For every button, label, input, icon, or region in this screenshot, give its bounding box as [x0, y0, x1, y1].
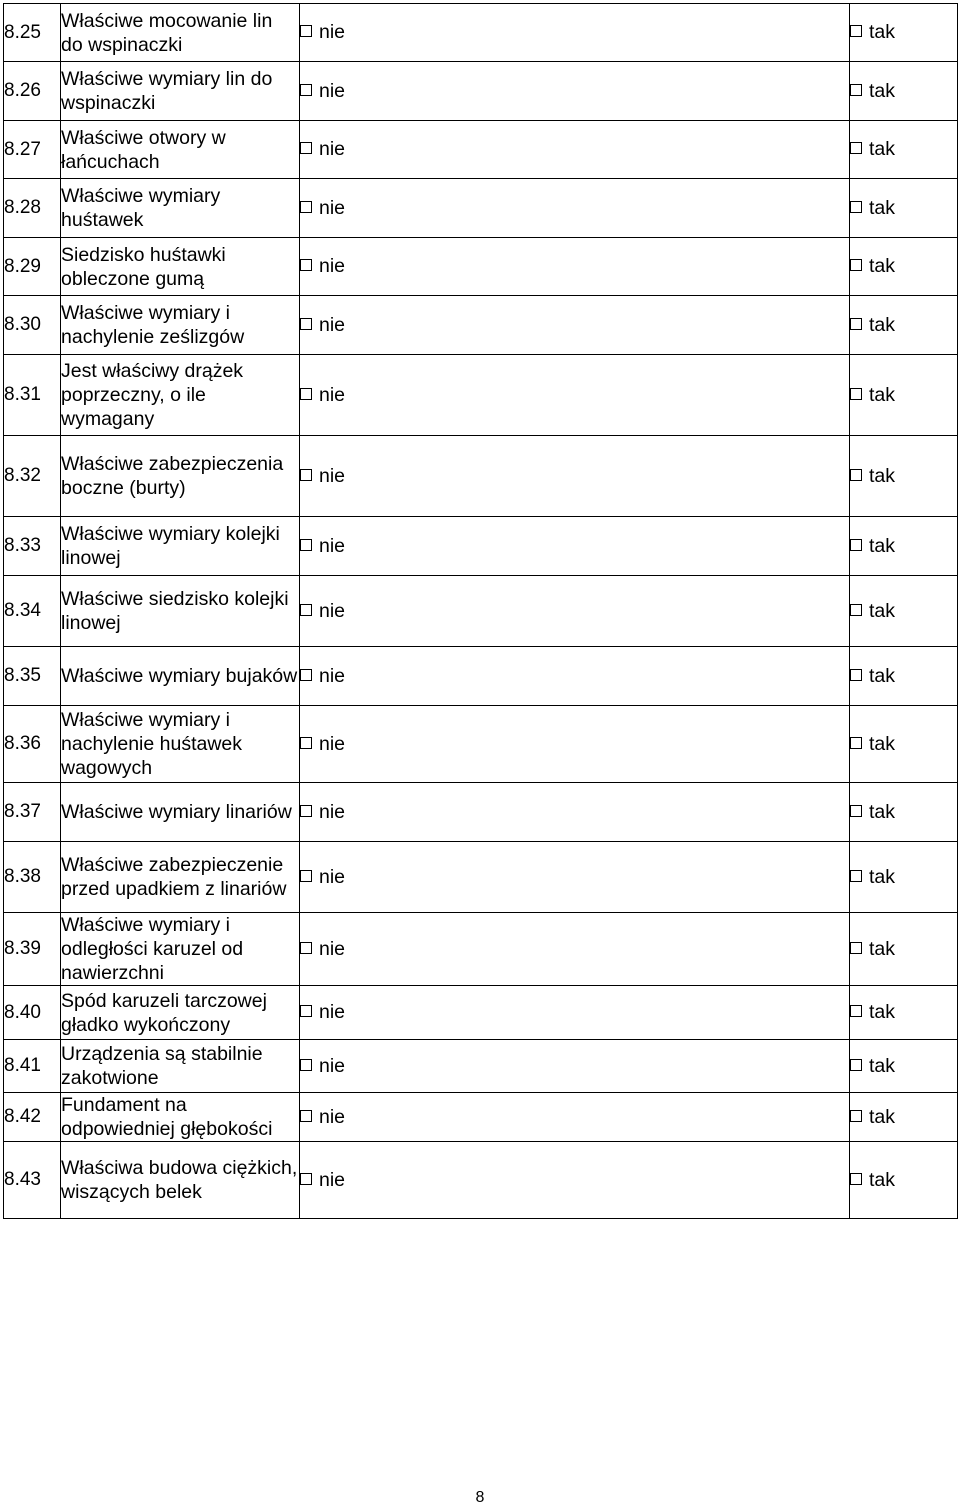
item-description: Właściwe siedzisko kolejki linowej — [61, 576, 300, 647]
option-no-label: nie — [319, 599, 346, 622]
checklist-row — [4, 355, 958, 436]
option-yes-checkbox[interactable] — [850, 469, 862, 481]
checklist-row — [4, 1040, 958, 1093]
option-yes-cell — [850, 647, 958, 706]
option-yes-cell — [850, 783, 958, 842]
item-description: Właściwa budowa ciężkich, wiszących belek — [61, 1142, 300, 1219]
option-yes-checkbox[interactable] — [850, 805, 862, 817]
option-no-cell — [300, 179, 850, 238]
option-yes-cell — [850, 576, 958, 647]
checklist-row — [4, 238, 958, 296]
option-yes-checkbox[interactable] — [850, 1059, 862, 1071]
option-yes-cell — [850, 355, 958, 436]
option-no-label: nie — [319, 21, 346, 43]
option-no-cell — [300, 296, 850, 355]
checklist-row — [4, 1142, 958, 1219]
option-no-checkbox[interactable] — [300, 142, 312, 154]
item-description: Właściwe zabezpieczenie przed upadkiem z linariów — [61, 842, 300, 913]
option-no-checkbox[interactable] — [300, 25, 312, 37]
option-no-cell — [300, 783, 850, 842]
checklist-table — [3, 3, 958, 1219]
option-no-cell — [300, 913, 850, 986]
option-no-checkbox[interactable] — [300, 318, 312, 330]
option-yes-label: tak — [869, 800, 896, 823]
option-no-checkbox[interactable] — [300, 669, 312, 681]
option-no-label: nie — [319, 383, 346, 406]
option-no-cell — [300, 4, 850, 62]
option-no-label: nie — [319, 255, 346, 277]
option-no-cell — [300, 1142, 850, 1219]
option-no-label: nie — [319, 196, 346, 219]
option-no-cell — [300, 121, 850, 179]
option-no-cell — [300, 706, 850, 783]
item-number: 8.35 — [4, 647, 61, 706]
option-yes-checkbox[interactable] — [850, 870, 862, 882]
checklist-row — [4, 913, 958, 986]
option-yes-checkbox[interactable] — [850, 737, 862, 749]
item-number: 8.39 — [4, 913, 61, 986]
option-no-cell — [300, 1093, 850, 1142]
option-yes-cell — [850, 1040, 958, 1093]
option-yes-cell — [850, 1093, 958, 1142]
option-yes-cell — [850, 436, 958, 517]
option-no-label: nie — [319, 1105, 346, 1128]
item-description: Właściwe wymiary lin do wspinaczki — [61, 62, 300, 121]
option-no-label: nie — [319, 664, 346, 687]
option-yes-cell — [850, 913, 958, 986]
option-yes-checkbox[interactable] — [850, 1173, 862, 1185]
checklist-row — [4, 436, 958, 517]
option-yes-checkbox[interactable] — [850, 142, 862, 154]
option-no-label: nie — [319, 138, 346, 160]
item-description: Właściwe otwory w łańcuchach — [61, 121, 300, 179]
page-number: 8 — [475, 1489, 485, 1506]
option-no-label: nie — [319, 800, 346, 823]
item-number: 8.28 — [4, 179, 61, 238]
item-number: 8.41 — [4, 1040, 61, 1093]
option-yes-cell — [850, 121, 958, 179]
option-yes-label: tak — [869, 937, 896, 960]
item-description: Właściwe wymiary kolejki linowej — [61, 517, 300, 576]
checklist-row — [4, 296, 958, 355]
option-no-cell — [300, 62, 850, 121]
option-yes-label: tak — [869, 464, 896, 487]
option-no-checkbox[interactable] — [300, 737, 312, 749]
option-no-cell — [300, 238, 850, 296]
option-yes-label: tak — [869, 21, 896, 43]
option-yes-cell — [850, 842, 958, 913]
option-no-checkbox[interactable] — [300, 1110, 312, 1122]
option-no-label: nie — [319, 937, 346, 960]
option-yes-checkbox[interactable] — [850, 318, 862, 330]
option-yes-label: tak — [869, 255, 896, 277]
option-yes-cell — [850, 706, 958, 783]
checklist-row — [4, 517, 958, 576]
option-yes-checkbox[interactable] — [850, 201, 862, 213]
option-no-checkbox[interactable] — [300, 259, 312, 271]
item-number: 8.30 — [4, 296, 61, 355]
item-description: Właściwe wymiary i odległości karuzel od nawierzchni — [61, 913, 300, 986]
option-yes-checkbox[interactable] — [850, 669, 862, 681]
option-no-checkbox[interactable] — [300, 469, 312, 481]
option-yes-checkbox[interactable] — [850, 259, 862, 271]
option-yes-label: tak — [869, 534, 896, 557]
item-number: 8.26 — [4, 62, 61, 121]
option-yes-label: tak — [869, 664, 896, 687]
option-no-checkbox[interactable] — [300, 201, 312, 213]
checklist-row — [4, 62, 958, 121]
option-no-label: nie — [319, 1054, 346, 1077]
option-no-cell — [300, 842, 850, 913]
item-description: Urządzenia są stabilnie zakotwione — [61, 1040, 300, 1093]
item-number: 8.34 — [4, 576, 61, 647]
option-no-cell — [300, 517, 850, 576]
item-description: Spód karuzeli tarczowej gładko wykończony — [61, 986, 300, 1040]
option-no-cell — [300, 355, 850, 436]
option-yes-label: tak — [869, 1105, 896, 1128]
checklist-row — [4, 4, 958, 62]
option-no-label: nie — [319, 534, 346, 557]
item-number: 8.40 — [4, 986, 61, 1040]
item-description: Właściwe wymiary i nachylenie huśtawek wagowych — [61, 706, 300, 783]
option-yes-cell — [850, 4, 958, 62]
option-no-checkbox[interactable] — [300, 84, 312, 96]
option-yes-cell — [850, 1142, 958, 1219]
option-no-checkbox[interactable] — [300, 1005, 312, 1017]
option-yes-label: tak — [869, 1054, 896, 1077]
item-number: 8.37 — [4, 783, 61, 842]
item-description: Właściwe zabezpieczenia boczne (burty) — [61, 436, 300, 517]
item-description: Właściwe wymiary bujaków — [61, 647, 300, 706]
option-no-label: nie — [319, 1168, 346, 1191]
checklist-row — [4, 783, 958, 842]
option-no-cell — [300, 986, 850, 1040]
option-no-label: nie — [319, 464, 346, 487]
option-yes-label: tak — [869, 196, 896, 219]
option-no-label: nie — [319, 732, 346, 755]
checklist-row — [4, 576, 958, 647]
item-number: 8.32 — [4, 436, 61, 517]
option-no-label: nie — [319, 313, 346, 336]
item-description: Właściwe wymiary linariów — [61, 783, 300, 842]
item-number: 8.36 — [4, 706, 61, 783]
item-number: 8.25 — [4, 4, 61, 62]
option-yes-label: tak — [869, 383, 896, 406]
checklist-rows — [4, 4, 958, 1219]
item-description: Właściwe wymiary i nachylenie ześlizgów — [61, 296, 300, 355]
option-yes-label: tak — [869, 599, 896, 622]
option-yes-checkbox[interactable] — [850, 539, 862, 551]
option-no-label: nie — [319, 1001, 346, 1023]
option-yes-checkbox[interactable] — [850, 388, 862, 400]
option-yes-checkbox[interactable] — [850, 1005, 862, 1017]
option-yes-cell — [850, 517, 958, 576]
item-number: 8.27 — [4, 121, 61, 179]
option-yes-label: tak — [869, 138, 896, 160]
checklist-row — [4, 1093, 958, 1142]
option-yes-label: tak — [869, 732, 896, 755]
option-yes-cell — [850, 986, 958, 1040]
option-yes-cell — [850, 179, 958, 238]
option-yes-label: tak — [869, 313, 896, 336]
item-description: Właściwe mocowanie lin do wspinaczki — [61, 4, 300, 62]
option-no-checkbox[interactable] — [300, 604, 312, 616]
option-yes-checkbox[interactable] — [850, 942, 862, 954]
item-number: 8.42 — [4, 1093, 61, 1142]
option-no-label: nie — [319, 865, 346, 888]
option-yes-label: tak — [869, 79, 896, 102]
option-no-label: nie — [319, 79, 346, 102]
option-no-checkbox[interactable] — [300, 539, 312, 551]
option-yes-checkbox[interactable] — [850, 84, 862, 96]
option-yes-label: tak — [869, 1168, 896, 1191]
option-yes-checkbox[interactable] — [850, 1110, 862, 1122]
item-description: Siedzisko huśtawki obleczone gumą — [61, 238, 300, 296]
option-yes-cell — [850, 62, 958, 121]
item-number: 8.29 — [4, 238, 61, 296]
option-yes-label: tak — [869, 1001, 896, 1023]
option-yes-label: tak — [869, 865, 896, 888]
item-number: 8.33 — [4, 517, 61, 576]
option-no-checkbox[interactable] — [300, 870, 312, 882]
item-description: Jest właściwy drążek poprzeczny, o ile wymagany — [61, 355, 300, 436]
checklist-row — [4, 842, 958, 913]
option-no-cell — [300, 647, 850, 706]
checklist-row — [4, 986, 958, 1040]
checklist-row — [4, 179, 958, 238]
item-description: Fundament na odpowiedniej głębokości — [61, 1093, 300, 1142]
option-no-cell — [300, 1040, 850, 1093]
option-no-checkbox[interactable] — [300, 1173, 312, 1185]
option-no-checkbox[interactable] — [300, 942, 312, 954]
option-yes-cell — [850, 296, 958, 355]
item-description: Właściwe wymiary huśtawek — [61, 179, 300, 238]
item-number: 8.43 — [4, 1142, 61, 1219]
item-number: 8.31 — [4, 355, 61, 436]
option-no-checkbox[interactable] — [300, 388, 312, 400]
option-no-cell — [300, 436, 850, 517]
option-no-cell — [300, 576, 850, 647]
option-no-checkbox[interactable] — [300, 1059, 312, 1071]
checklist-row — [4, 121, 958, 179]
option-yes-checkbox[interactable] — [850, 604, 862, 616]
item-number: 8.38 — [4, 842, 61, 913]
checklist-row — [4, 647, 958, 706]
option-yes-checkbox[interactable] — [850, 25, 862, 37]
option-no-checkbox[interactable] — [300, 805, 312, 817]
checklist-row — [4, 706, 958, 783]
option-yes-cell — [850, 238, 958, 296]
